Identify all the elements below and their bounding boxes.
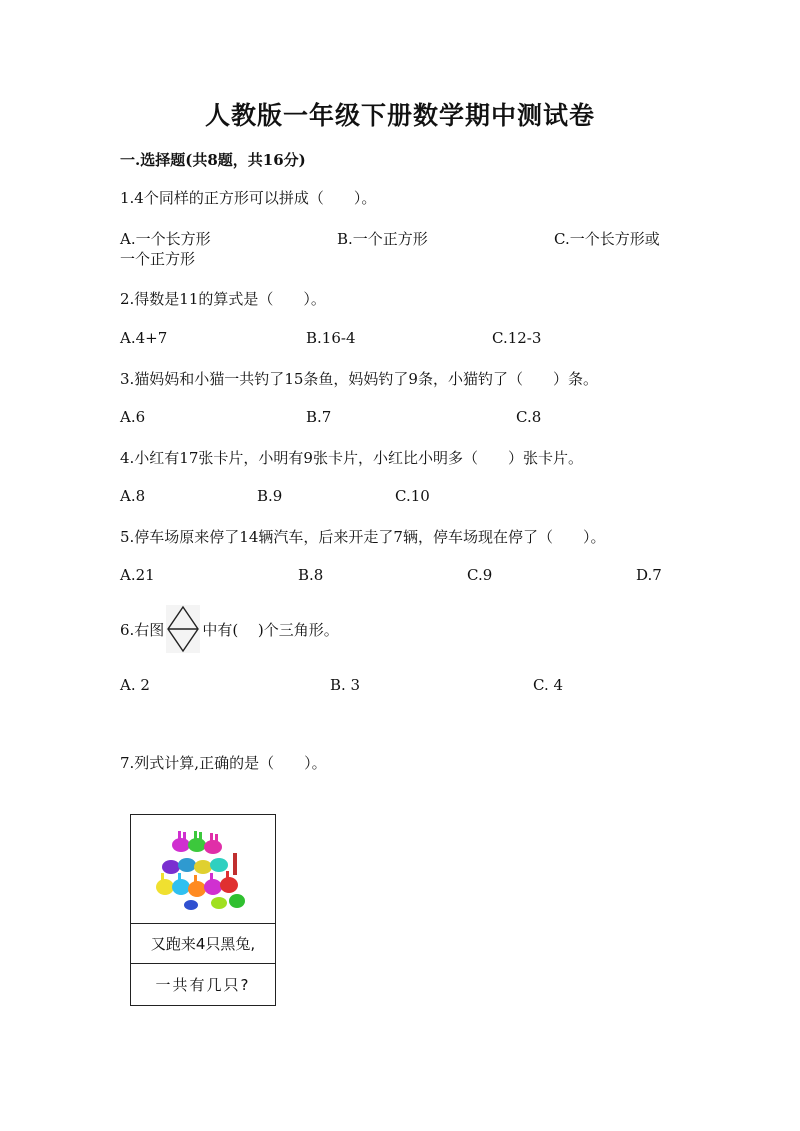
q1-option-c-continuation: 一个正方形 <box>120 250 196 268</box>
q5-option-d[interactable]: D.7 <box>636 566 662 584</box>
q5-option-a[interactable]: A.21 <box>120 566 155 584</box>
section-heading: 一.选择题(共8题，共16分) <box>120 151 306 169</box>
q1-option-c[interactable]: C.一个长方形或 <box>554 230 660 248</box>
question-4: 4.小红有17张卡片，小明有9张卡片，小红比小明多（ ）张卡片。 <box>120 449 583 467</box>
question-3: 3.猫妈妈和小猫一共钓了15条鱼，妈妈钓了9条，小猫钓了（ ）条。 <box>120 370 598 388</box>
card-line-2: 一共有几只? <box>155 975 251 994</box>
q4-option-c[interactable]: C.10 <box>395 487 430 505</box>
problem-card <box>130 814 276 1006</box>
question-5: 5.停车场原来停了14辆汽车，后来开走了7辆，停车场现在停了（ ）。 <box>120 528 606 546</box>
q6-option-a[interactable]: A. 2 <box>120 676 150 694</box>
q3-option-b[interactable]: B.7 <box>306 408 332 426</box>
q4-option-a[interactable]: A.8 <box>120 487 146 505</box>
colorful-rabbits-icon <box>131 815 277 923</box>
question-1: 1.4个同样的正方形可以拼成（ ）。 <box>120 189 377 207</box>
question-7: 7.列式计算,正确的是（ ）。 <box>120 754 327 772</box>
q3-option-a[interactable]: A.6 <box>120 408 146 426</box>
q6-option-b[interactable]: B. 3 <box>330 676 361 694</box>
q5-option-b[interactable]: B.8 <box>298 566 324 584</box>
q5-option-c[interactable]: C.9 <box>467 566 493 584</box>
q2-option-c[interactable]: C.12-3 <box>492 329 542 347</box>
q4-option-b[interactable]: B.9 <box>257 487 283 505</box>
question-6-prefix: 6.右图 <box>120 620 165 639</box>
question-2: 2.得数是11的算式是（ ）。 <box>120 290 326 308</box>
question-6-suffix: 中有( )个三角形。 <box>202 620 339 639</box>
q1-option-a[interactable]: A.一个长方形 <box>120 230 211 248</box>
question-6 <box>120 604 339 654</box>
card-line-1: 又跑来4只黑兔, <box>131 923 275 964</box>
rabbits-picture <box>131 815 275 924</box>
diamond-figure-icon <box>166 605 200 653</box>
q2-option-b[interactable]: B.16-4 <box>306 329 356 347</box>
q3-option-c[interactable]: C.8 <box>516 408 542 426</box>
q2-option-a[interactable]: A.4+7 <box>120 329 168 347</box>
q6-option-c[interactable]: C. 4 <box>533 676 564 694</box>
q1-option-b[interactable]: B.一个正方形 <box>337 230 428 248</box>
page-title: 人教版一年级下册数学期中测试卷 <box>204 101 595 130</box>
